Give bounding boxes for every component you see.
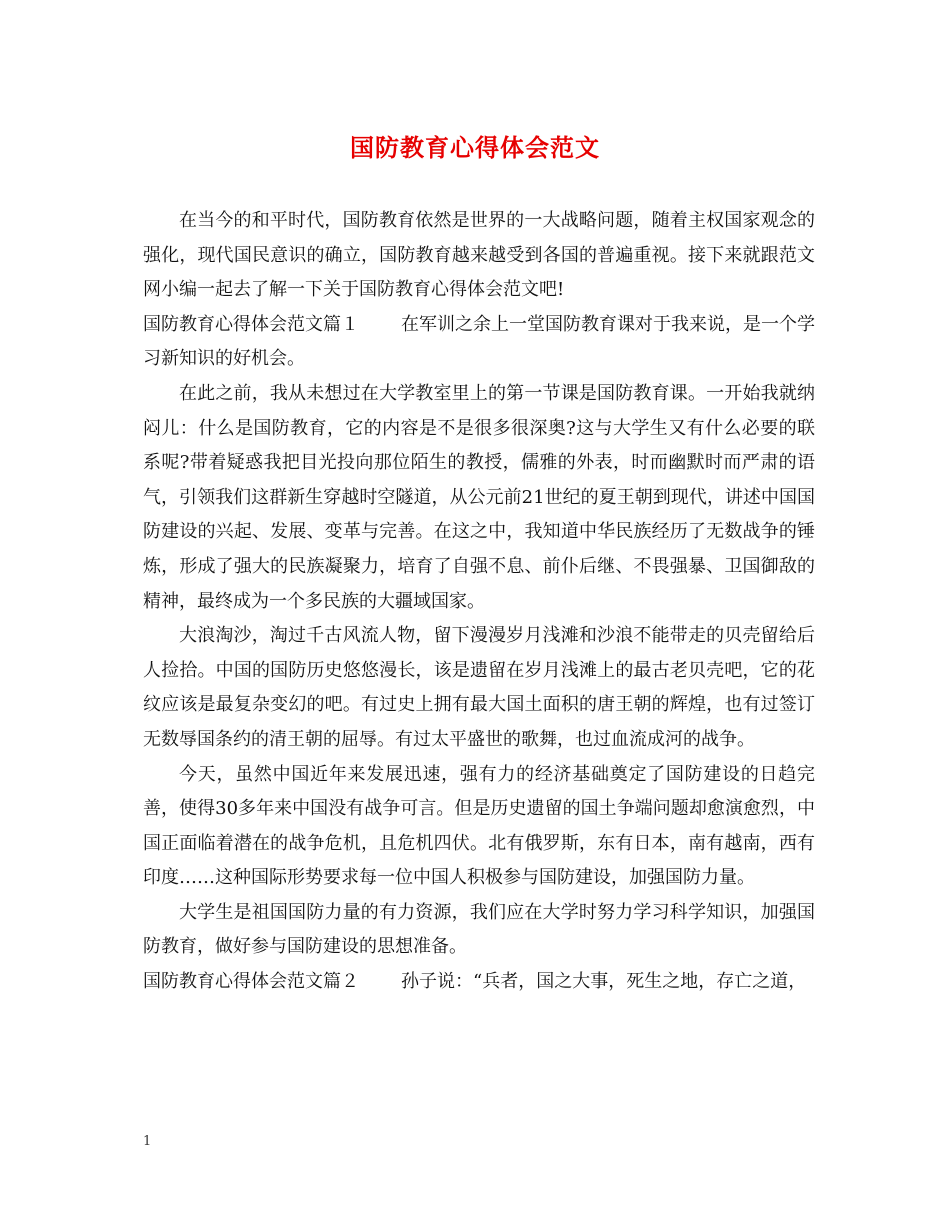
body-paragraph: 今天，虽然中国近年来发展迅速，强有力的经济基础奠定了国防建设的日趋完善，使得30多年来中国没有战争可言。但是历史遗留的国土争端问题却愈演愈烈，中国正面临着潜在的战争危机，且危机四伏。北有俄罗斯，东有日本，南有越南，西有印度……这种国际形势要求每一位中国人积极参与国防建设，加强国防力量。 [143,763,815,889]
article-2-paragraph [143,965,815,1000]
document-title: 国防教育心得体会范文 [350,133,600,162]
article-1-heading: 国防教育心得体会范文篇１ [143,313,359,335]
intro-paragraph: 在当今的和平时代，国防教育依然是世界的一大战略问题，随着主权国家观念的强化，现代国民意识的确立，国防教育越来越受到各国的普遍重视。接下来就跟范文网小编一起去了解一下关于国防教育心得体会范文吧! [143,210,815,301]
page-number: 1 [143,1134,152,1149]
document-body [143,204,815,1000]
article-1-first-sentence: 在军训之余上一堂国防教育课对于我来说，是一个学习新知识的好机会。 [143,313,815,370]
body-paragraph: 大浪淘沙，淘过千古风流人物，留下漫漫岁月浅滩和沙浪不能带走的贝壳留给后人捡拾。中国的国防历史悠悠漫长，该是遗留在岁月浅滩上的最古老贝壳吧，它的花纹应该是最复杂变幻的吧。有过史上拥有最大国土面积的唐王朝的辉煌，也有过签订无数辱国条约的清王朝的屈辱。有过太平盛世的歌舞，也过血流成河的战争。 [143,625,815,750]
body-paragraph: 大学生是祖国国防力量的有力资源，我们应在大学时努力学习科学知识，加强国防教育，做好参与国防建设的思想准备。 [143,901,815,958]
article-2-first-sentence: 孙子说：“兵者，国之大事，死生之地，存亡之道， [401,971,807,993]
article-2-heading: 国防教育心得体会范文篇２ [143,971,359,993]
body-paragraph: 在此之前，我从未想过在大学教室里上的第一节课是国防教育课。一开始我就纳闷儿：什么是国防教育，它的内容是不是很多很深奥?这与大学生又有什么必要的联系呢?带着疑惑我把目光投向那位陌生的教授，儒雅的外表，时而幽默时而严肃的语气，引领我们这群新生穿越时空隧道，从公元前21世纪的夏王朝到现代，讲述中国国防建设的兴起、发展、变革与完善。在这之中，我知道中华民族经历了无数战争的锤炼，形成了强大的民族凝聚力，培育了自强不息、前仆后继、不畏强暴、卫国御敌的精神，最终成为一个多民族的大疆域国家。 [143,382,815,612]
article-1-paragraph [143,308,815,377]
